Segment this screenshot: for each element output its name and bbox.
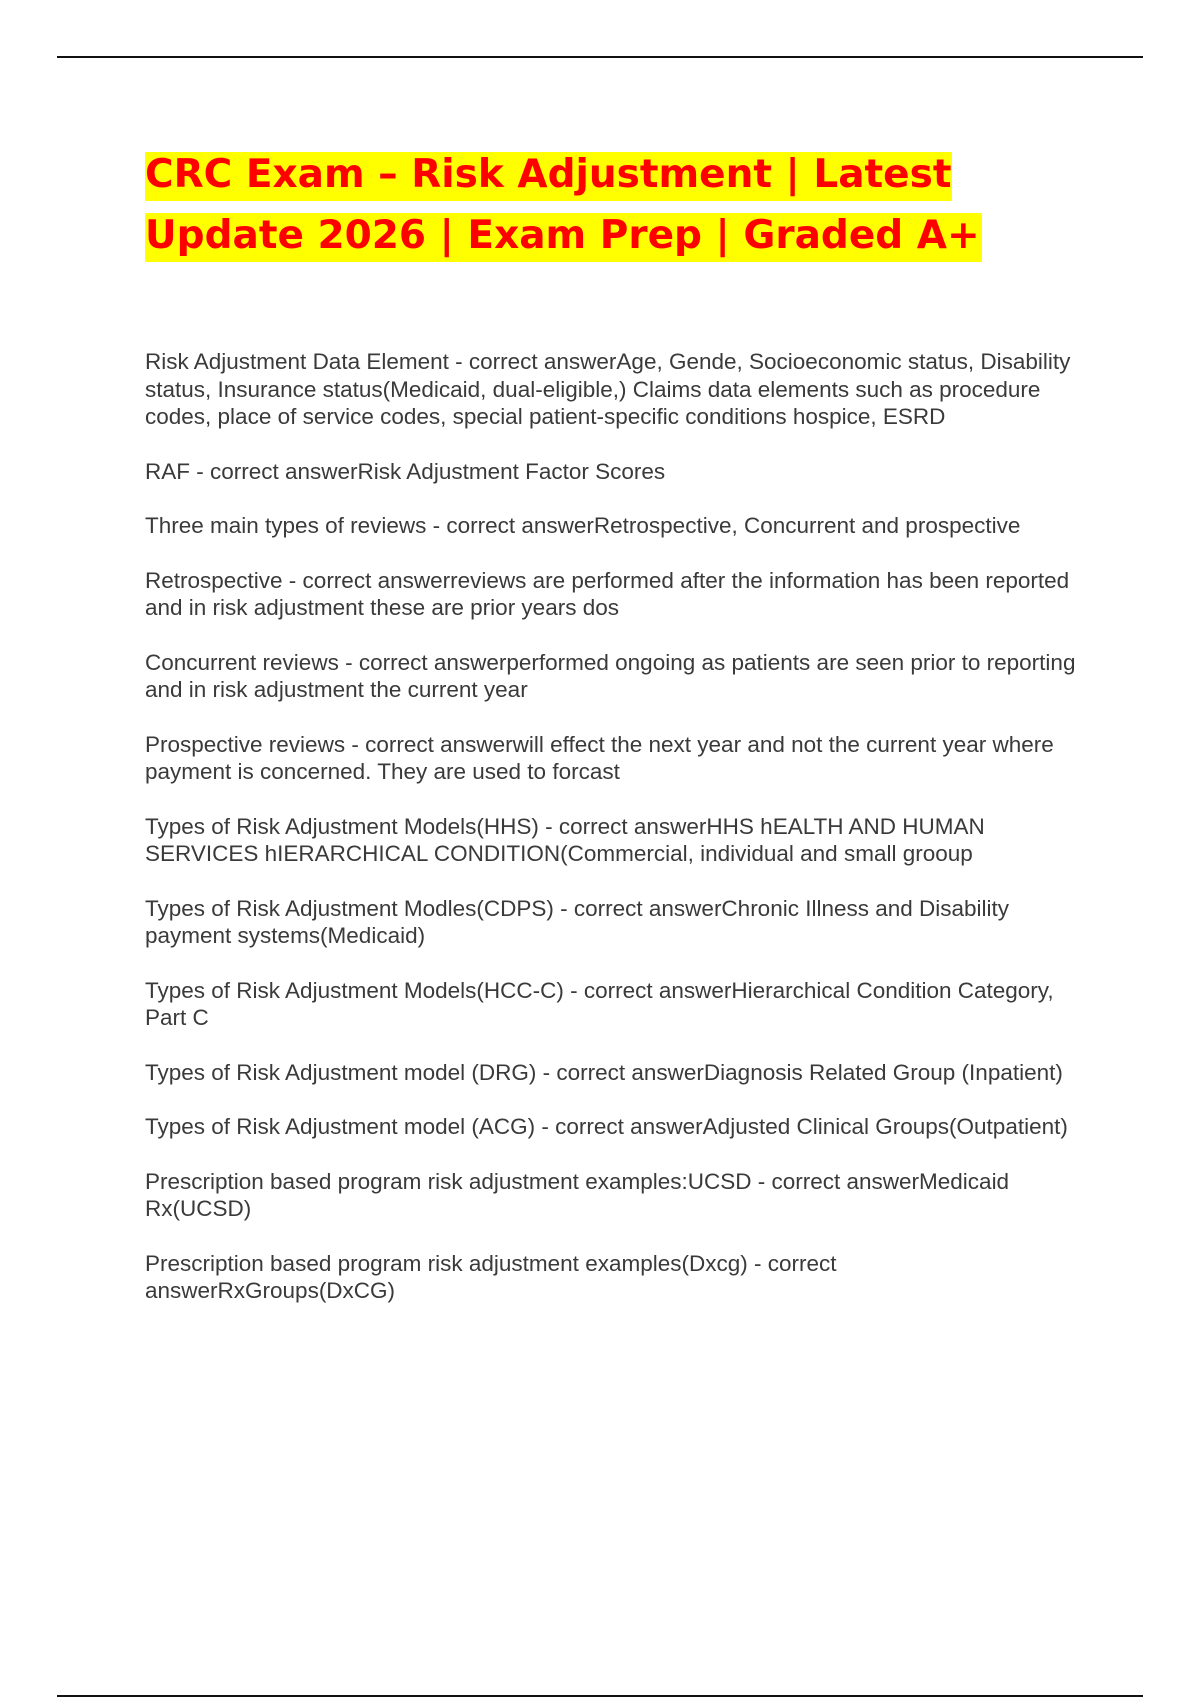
- flashcard-entry: Types of Risk Adjustment model (ACG) - correct answerAdjusted Clinical Groups(Outpatient): [145, 1114, 1068, 1139]
- flashcard-list: [145, 348, 1090, 1332]
- flashcard-entry: Retrospective - correct answerreviews are performed after the information has been reported and in risk adjustment these are prior years dos: [145, 567, 1070, 620]
- flashcard-entry: Risk Adjustment Data Element - correct answerAge, Gende, Socioeconomic status, Disability status, Insurance status(Medicaid, dual-eligible,) Claims data elements such as procedure codes, place of service codes, special patient-specific conditions hospice, ESRD: [145, 349, 1071, 429]
- flashcard-entry: Prospective reviews - correct answerwill effect the next year and not the current year where payment is concerned. They are used to forcast: [145, 731, 1054, 784]
- flashcard-entry: RAF - correct answerRisk Adjustment Factor Scores: [145, 458, 666, 484]
- flashcard-entry: Prescription based program risk adjustment examples(Dxcg) - correct answerRxGroups(DxCG): [145, 1250, 837, 1303]
- title-highlight: CRC Exam – Risk Adjustment | Latest Update 2026 | Exam Prep | Graded A+: [145, 152, 982, 262]
- flashcard-entry: Types of Risk Adjustment Models(HHS) - correct answerHHS hEALTH AND HUMAN SERVICES hIERARCHICAL CONDITION(Commercial, individual and small grooup: [145, 813, 985, 866]
- flashcard-entry: Types of Risk Adjustment Modles(CDPS) - correct answerChronic Illness and Disability payment systems(Medicaid): [145, 895, 1010, 948]
- flashcard-entry: Types of Risk Adjustment Models(HCC-C) - correct answerHierarchical Condition Category, Part C: [145, 977, 1054, 1030]
- flashcard-entry: Concurrent reviews - correct answerperformed ongoing as patients are seen prior to reporting and in risk adjustment the current year: [145, 649, 1076, 702]
- flashcard-entry: Three main types of reviews - correct answerRetrospective, Concurrent and prospective: [145, 513, 1021, 538]
- header-rule: [57, 56, 1143, 58]
- flashcard-entry: Types of Risk Adjustment model (DRG) - correct answerDiagnosis Related Group (Inpatient): [145, 1059, 1063, 1085]
- document-title: [145, 144, 1065, 266]
- footer-rule: [57, 1695, 1143, 1697]
- flashcard-entry: Prescription based program risk adjustment examples:UCSD - correct answerMedicaid Rx(UCSD): [145, 1168, 1010, 1221]
